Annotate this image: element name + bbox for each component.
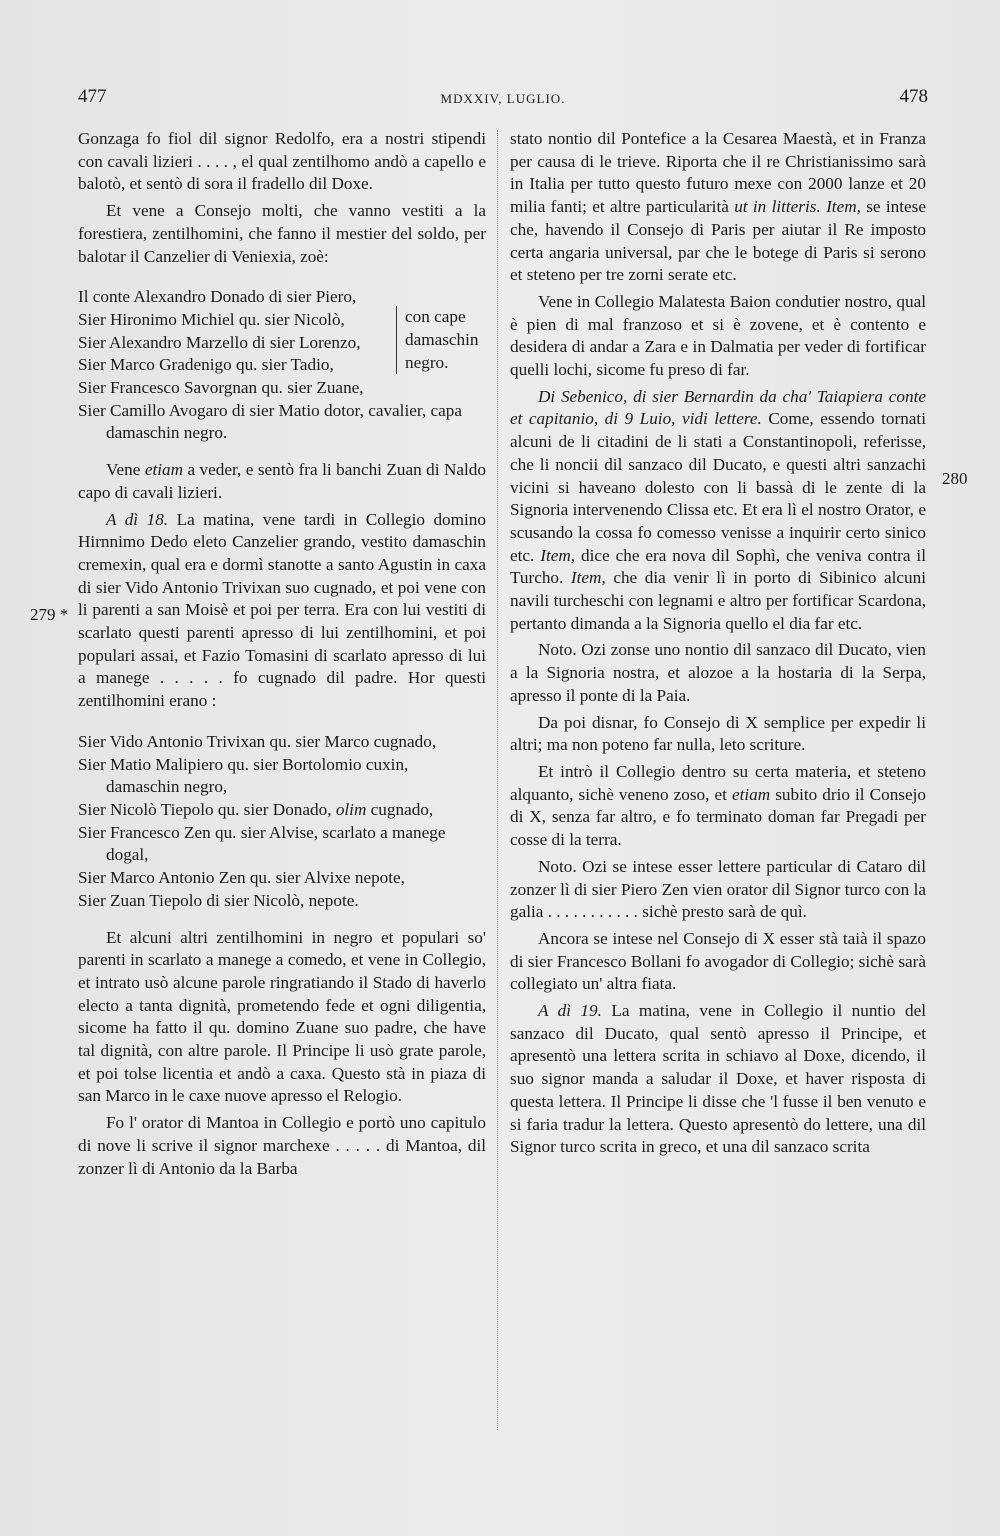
list-item: Sier Vido Antonio Trivixan qu. sier Marco cugnado, xyxy=(78,731,437,751)
italic-run: olim xyxy=(335,799,367,819)
list-item: Sier Alexandro Marzello di sier Lorenzo, xyxy=(78,332,361,352)
left-paragraph-6: Fo l' orator di Mantoa in Collegio e portò uno capitulo di nove li scrive il signor marchexe . . . . . di Mantoa, dil zonzer lì di Antonio da la Barba xyxy=(78,1113,486,1178)
page-header xyxy=(78,86,928,112)
list-item: Sier Francesco Zen qu. sier Alvise, scarlato a manege dogal, xyxy=(78,822,446,865)
spacer xyxy=(78,272,486,286)
list-item: Sier Hironimo Michiel qu. sier Nicolò, xyxy=(78,309,345,329)
right-paragraph-6 xyxy=(510,761,926,852)
text-run: se intese che, havendo il Consejo di Paris per aiutar il Re imposto certa angaria universal, par che le botege di Paris si serono et steteno per tre zorni serate etc. xyxy=(510,197,926,285)
list-item: Sier Marco Gradenigo qu. sier Tadio, xyxy=(78,355,334,375)
text-run: Et intrò il Collegio dentro su certa materia, et steteno alquanto, sichè veneno zoso, et xyxy=(510,761,926,804)
right-paragraph-4: Noto. Ozi zonse uno nontio dil sanzaco dil Ducato, vien a la Signoria nostra, et alozoe a la hostaria di la Serpa, apresso il ponte di la Paia. xyxy=(510,640,926,705)
list-item: Sier Camillo Avogaro di sier Matio dotor, cavalier, capa damaschin negro. xyxy=(78,400,462,443)
attendee-list-1 xyxy=(78,286,486,377)
left-paragraph-3 xyxy=(78,459,486,504)
text-run: che dia venir lì in porto di Sibinico alcuni navili turcheschi con legnami e altro per fortificar Scardona, pertanto dimanda a la Signoria quello el dia far etc. xyxy=(510,568,926,633)
list-item: Sier Francesco Savorgnan qu. sier Zuane, xyxy=(78,378,364,398)
italic-run: etiam xyxy=(144,460,183,480)
text-run: subito drio il Consejo di X, senza far altro, e fo terminato doman far Pregadi per cosse di la terra. xyxy=(510,784,926,850)
margin-note-right: 280 xyxy=(942,469,968,488)
left-paragraph-4 xyxy=(78,509,486,713)
bracket-note: con cape damaschin negro. xyxy=(396,306,500,374)
attendee-names xyxy=(78,286,388,377)
list-item xyxy=(78,799,486,822)
text-run: cugnado, xyxy=(366,799,434,819)
right-column xyxy=(510,128,926,1163)
left-paragraph-1: Gonzaga fo fiol dil signor Redolfo, era a nostri stipendi con cavali lizieri . . . . , el qual zentilhomo andò a capello e balotò, et sentò di sora il fradello dil Doxe. xyxy=(78,129,486,194)
italic-run: Di Sebenico, di sier Bernardin da cha' Taiapiera conte et capitanio, di 9 Luio, vidi lettere. xyxy=(510,386,926,429)
spacer xyxy=(78,445,486,459)
right-paragraph-1 xyxy=(510,128,926,287)
right-page-number: 478 xyxy=(899,86,928,107)
right-paragraph-5: Da poi disnar, fo Consejo di X semplice per expedir li altri; ma non poteno far nulla, leto scriture. xyxy=(510,712,926,755)
margin-note-left: 279 * xyxy=(30,605,69,624)
date-heading: A dì 19. xyxy=(538,1001,602,1021)
italic-run: etiam xyxy=(731,784,771,804)
right-paragraph-3 xyxy=(510,386,926,636)
left-paragraph-2: Et vene a Consejo molti, che vanno vestiti a la forestiera, zentilhomini, che fanno il mestier del soldo, per balotar il Canzelier di Veniexia, zoè: xyxy=(78,201,486,266)
italic-run: Item, xyxy=(540,545,576,565)
text-run: stato nontio dil Pontefice a la Cesarea Maestà, et in Franza per causa di le trieve. Riporta che il re Christianissimo sarà in Italia per tutto questo futuro mexe con 2000 lanze et 20 milia fanti; et altre particularità xyxy=(510,129,926,217)
text-run: La matina, vene tardi in Collegio domino Hirnnimo Dedo eleto Canzelier grando, vestito damaschin cremexin, qual era e dormì stanotte a santo Agustin in caxa di sier Vido Antonio Trivixan suo cugnado, et poi vene con li parenti a san Moisè et poi per terra. Era con lui vestiti di scarlato questi parenti apresso di lui zentilhomini, et poi populari assai, et Fazio Tomasini di scarlato apresso di lui a manege . . . . . fo cugnado dil padre. Hor questi zentilhomini erano : xyxy=(78,509,486,711)
right-paragraph-7: Noto. Ozi se intese esser lettere particular di Cataro dil zonzer lì di sier Piero Zen vien orator dil Signor turco con la galia . . . . . . . . . . . sichè presto sarà de quì. xyxy=(510,856,926,922)
text-run: Come, essendo tornati alcuni de li citadini de li stati a Constantinopoli, referisse, che li noncii dil sanzaco dil Ducato, e questi altri sanzachi vicini si haveano dolesto con li bassà di le zente di la Signoria intervenendo Clissa etc. Et era lì el nostro Orator, e scusando la cossa fo comesso venisse a inquirir certo sinico etc. xyxy=(510,409,926,565)
right-paragraph-8: Ancora se intese nel Consejo di X esser stà taià il spazo di sier Francesco Bollani fo avogador di Collegio; sichè sarà collegiato un' altra fiata. xyxy=(510,928,926,994)
left-page-number: 477 xyxy=(78,86,107,107)
italic-run: Item, xyxy=(570,568,606,588)
list-item: Sier Matio Malipiero qu. sier Bortolomio cuxin, damaschin negro, xyxy=(78,754,409,797)
right-paragraph-9 xyxy=(510,1000,926,1159)
spacer xyxy=(78,717,486,731)
text-run: Sier Nicolò Tiepolo qu. sier Donado, xyxy=(78,799,336,819)
text-run: a veder, e sentò fra li banchi Zuan di Naldo capo di cavali lizieri. xyxy=(78,460,486,502)
right-paragraph-2: Vene in Collegio Malatesta Baion condutier nostro, qual è pien di mal franzoso et si è zovene, et è contento e desidera di andar a Zara e in Dalmatia per veder di fortificar quelli lochi, sicome fu preso di far. xyxy=(510,291,926,380)
list-item: Sier Marco Antonio Zen qu. sier Alvixe nepote, xyxy=(78,868,405,888)
left-paragraph-5: Et alcuni altri zentilhomini in negro et populari so' parenti in scarlato a manege a comedo, et vene in Collegio, et intrato usò alcune parole ringratiando il Stado di haverlo electo a tanta dignità, prometendo fede et ogni diligentia, sicome ha fatto il qu. domino Zuane suo padre, che have tal dignità, con altre parole. Il Principe li usò grate parole, et poi tolse licentia et andò a caxa. Questo stà in piaza di san Marco in le caxe nuove apresso el Relogio. xyxy=(78,927,486,1106)
text-run: La matina, vene in Collegio il nuntio del sanzaco dil Ducato, qual sentò apresso il Principe, et apresentò una lettera scrita in schiavo al Doxe, dicendo, il suo signor manda a saludar il Doxe, et haver risposta di questa lettera. Il Principe li disse che 'l fusse il ben venuto e si faria tradur la lettera. Questo apresentò do lettere, una dil Signor turco scrita in greco, et una dil sanzaco scrita xyxy=(510,1001,927,1157)
left-column xyxy=(78,128,486,1184)
italic-run: ut in litteris. Item, xyxy=(734,197,861,217)
list-item: Sier Zuan Tiepolo di sier Nicolò, nepote. xyxy=(78,890,359,910)
running-title: MDXXIV, LUGLIO. xyxy=(440,91,566,106)
text-run: dice che era nova dil Sophì, che veniva contra il Turcho. xyxy=(510,545,926,588)
text-run: Vene xyxy=(106,460,145,480)
date-heading: A dì 18. xyxy=(106,509,169,529)
list-item: Il conte Alexandro Donado di sier Piero, xyxy=(78,287,357,307)
spacer xyxy=(78,913,486,927)
